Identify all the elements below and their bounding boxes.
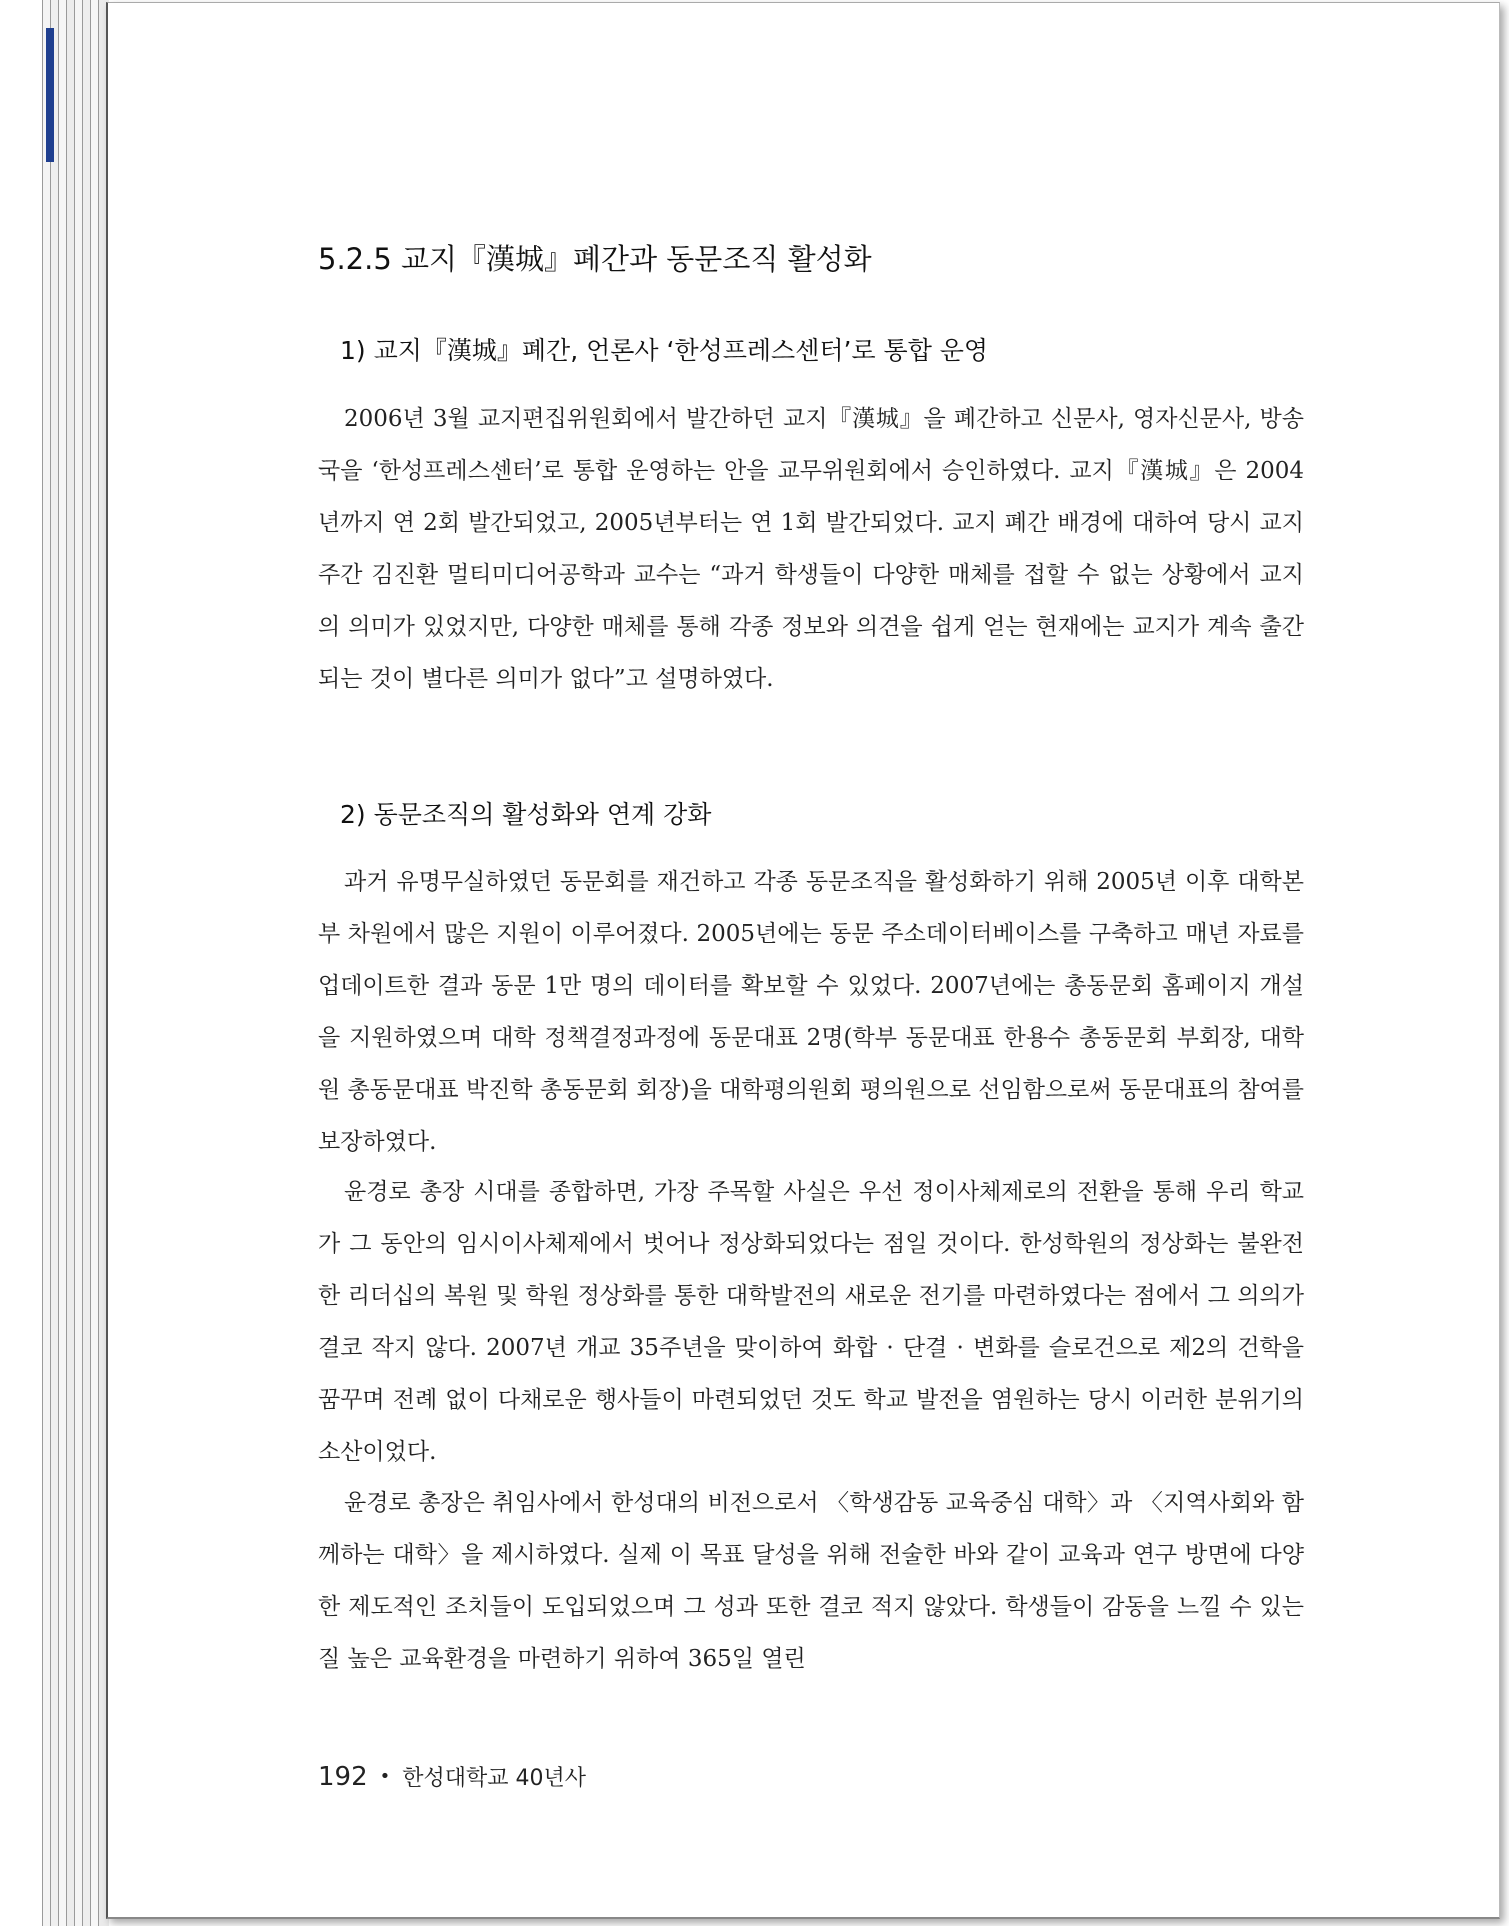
subsection-2-paragraph-2 (318, 1166, 1304, 1478)
book-page (106, 2, 1500, 1919)
subsection-1-paragraph-text: 2006년 3월 교지편집위원회에서 발간하던 교지『漢城』을 폐간하고 신문사, 영자신문사, 방송국을 ‘한성프레스센터’로 통합 운영하는 안을 교무위원회에서 승인하였다. 교지『漢城』은 2004년까지 연 2회 발간되었고, 2005년부터는 연 1회 발간되었다. 교지 폐간 배경에 대하여 당시 교지 주간 김진환 멀티미디어공학과 교수는 “과거 학생들이 다양한 매체를 접할 수 없는 상황에서 교지의 의미가 있었지만, 다양한 매체를 통해 각종 정보와 의견을 쉽게 얻는 현재에는 교지가 계속 출간되는 것이 별다른 의미가 없다”고 설명하였다. (318, 406, 1304, 692)
book-title: 한성대학교 40년사 (402, 1766, 587, 1791)
subsection-2-paragraph-3-text: 윤경로 총장은 취임사에서 한성대의 비전으로서 〈학생감동 교육중심 대학〉과 〈지역사회와 함께하는 대학〉을 제시하였다. 실제 이 목표 달성을 위해 전술한 바와 같이 교육과 연구 방면에 다양한 제도적인 조치들이 도입되었으며 그 성과 또한 결코 적지 않았다. 학생들이 감동을 느낄 수 있는 질 높은 교육환경을 마련하기 위하여 365일 열린 (318, 1490, 1304, 1672)
page-number: 192 (318, 1762, 368, 1792)
subsection-1-title: 1) 교지『漢城』폐간, 언론사 ‘한성프레스센터’로 통합 운영 (340, 336, 989, 365)
book-page-stack (40, 0, 110, 1926)
page-footer (318, 1761, 586, 1792)
subsection-2-paragraph-1 (318, 856, 1304, 1168)
blue-spine-marker (46, 28, 54, 162)
subsection-2-paragraph-3 (318, 1477, 1304, 1685)
subsection-2-title: 2) 동문조직의 활성화와 연계 강화 (340, 800, 712, 829)
footer-bullet: • (379, 1766, 391, 1787)
subsection-2-paragraph-1-text: 과거 유명무실하였던 동문회를 재건하고 각종 동문조직을 활성화하기 위해 2005년 이후 대학본부 차원에서 많은 지원이 이루어졌다. 2005년에는 동문 주소데이터베이스를 구축하고 매년 자료를 업데이트한 결과 동문 1만 명의 데이터를 확보할 수 있었다. 2007년에는 총동문회 홈페이지 개설을 지원하였으며 대학 정책결정과정에 동문대표 2명(학부 동문대표 한용수 총동문회 부회장, 대학원 총동문대표 박진학 총동문회 회장)을 대학평의원회 평의원으로 선임함으로써 동문대표의 참여를 보장하였다. (318, 869, 1304, 1155)
subsection-1-paragraph (318, 393, 1304, 705)
section-title: 5.2.5 교지『漢城』폐간과 동문조직 활성화 (318, 242, 872, 276)
subsection-2-paragraph-2-text: 윤경로 총장 시대를 종합하면, 가장 주목할 사실은 우선 정이사체제로의 전환을 통해 우리 학교가 그 동안의 임시이사체제에서 벗어나 정상화되었다는 점일 것이다. 한성학원의 정상화는 불완전한 리더십의 복원 및 학원 정상화를 통한 대학발전의 새로운 전기를 마련하였다는 점에서 그 의의가 결코 작지 않다. 2007년 개교 35주년을 맞이하여 화합 · 단결 · 변화를 슬로건으로 제2의 건학을 꿈꾸며 전례 없이 다채로운 행사들이 마련되었던 것도 학교 발전을 염원하는 당시 이러한 분위기의 소산이었다. (318, 1179, 1304, 1465)
